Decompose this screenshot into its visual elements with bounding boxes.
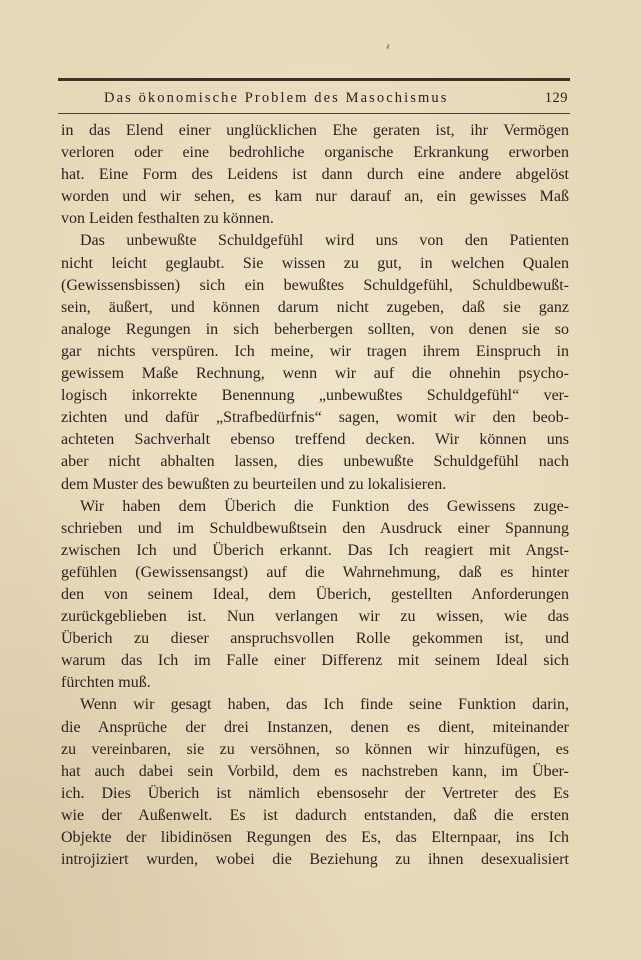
- text-line: achteten Sachverhalt ebenso treffend decken. Wir können uns: [61, 431, 569, 449]
- text-line: zurückgeblieben ist. Nun verlangen wir zu wissen, wie das: [61, 608, 569, 626]
- body-text: [61, 120, 569, 871]
- text-line: aber nicht abhalten lassen, dies unbewußte Schuldgefühl nach: [61, 453, 569, 471]
- text-line: in das Elend einer unglücklichen Ehe geraten ist, ihr Vermögen: [61, 122, 569, 139]
- text-line: Überich zu dieser anspruchsvollen Rolle gekommen ist, und: [61, 630, 569, 648]
- text-line: zichten und dafür „Strafbedürfnis“ sagen, womit wir den beob-: [61, 409, 569, 427]
- text-line: gar nichts verspüren. Ich meine, wir tragen ihrem Einspruch in: [61, 342, 569, 360]
- text-line: zu vereinbaren, sie zu versöhnen, so können wir hinzufügen, es: [61, 740, 569, 758]
- running-header: [58, 78, 570, 114]
- text-line: den von seinem Ideal, dem Überich, gestellten Anforderungen: [61, 585, 569, 603]
- header-rule-bottom: [58, 113, 570, 114]
- text-line: gefühlen (Gewissensangst) auf die Wahrnehmung, daß es hinter: [61, 563, 569, 581]
- text-line: warum das Ich im Falle einer Differenz mit seinem Ideal sich: [61, 652, 569, 670]
- text-line: gewissem Maße Rechnung, wenn wir auf die ohnehin psycho-: [61, 365, 569, 383]
- text-line: Das unbewußte Schuldgefühl wird uns von den Patienten: [80, 232, 569, 250]
- text-line: schrieben und im Schuldbewußtsein den Ausdruck einer Spannung: [61, 519, 569, 537]
- text-line: logisch inkorrekte Benennung „unbewußtes Schuldgefühl“ ver-: [61, 387, 569, 405]
- text-line: sein, äußert, und können darum nicht zugeben, daß sie ganz: [61, 298, 569, 316]
- text-line: dem Muster des bewußten zu beurteilen und zu lokalisieren.: [61, 475, 447, 493]
- text-line: hat auch dabei sein Vorbild, dem es nachstreben kann, im Über-: [61, 762, 569, 780]
- text-line: die Ansprüche der drei Instanzen, denen es dient, miteinander: [61, 718, 569, 736]
- header-row: [58, 87, 570, 111]
- header-rule-top: [58, 78, 570, 81]
- text-line: fürchten muß.: [61, 674, 151, 692]
- text-line: Wir haben dem Überich die Funktion des Gewissens zuge-: [80, 497, 569, 515]
- running-title: Das ökonomische Problem des Masochismus: [104, 90, 449, 106]
- text-line: analoge Regungen in sich beherbergen sollten, von denen sie so: [61, 320, 569, 338]
- text-line: introjiziert wurden, wobei die Beziehung zu ihnen desexualisiert: [61, 851, 569, 869]
- text-line: verloren oder eine bedrohliche organische Erkrankung erworben: [61, 144, 569, 162]
- text-line: von Leiden festhalten zu können.: [61, 210, 274, 228]
- text-line: wie der Außenwelt. Es ist dadurch entstanden, daß die ersten: [61, 806, 569, 824]
- text-line: (Gewissensbissen) sich ein bewußtes Schuldgefühl, Schuldbewußt-: [61, 276, 569, 294]
- ink-speck: [386, 44, 389, 49]
- page-number: 129: [544, 90, 568, 106]
- text-line: hat. Eine Form des Leidens ist dann durch eine andere abgelöst: [61, 166, 569, 184]
- text-line: nicht leicht geglaubt. Sie wissen zu gut, in welchen Qualen: [61, 254, 569, 272]
- text-line: Wenn wir gesagt haben, das Ich finde seine Funktion darin,: [80, 696, 569, 714]
- text-line: worden und wir sehen, es kam nur darauf an, ein gewisses Maß: [61, 188, 569, 206]
- text-line: ich. Dies Überich ist nämlich ebensosehr der Vertreter des Es: [61, 784, 569, 802]
- text-line: zwischen Ich und Überich erkannt. Das Ich reagiert mit Angst-: [61, 541, 569, 559]
- text-line: Objekte der libidinösen Regungen des Es, das Elternpaar, ins Ich: [61, 829, 569, 846]
